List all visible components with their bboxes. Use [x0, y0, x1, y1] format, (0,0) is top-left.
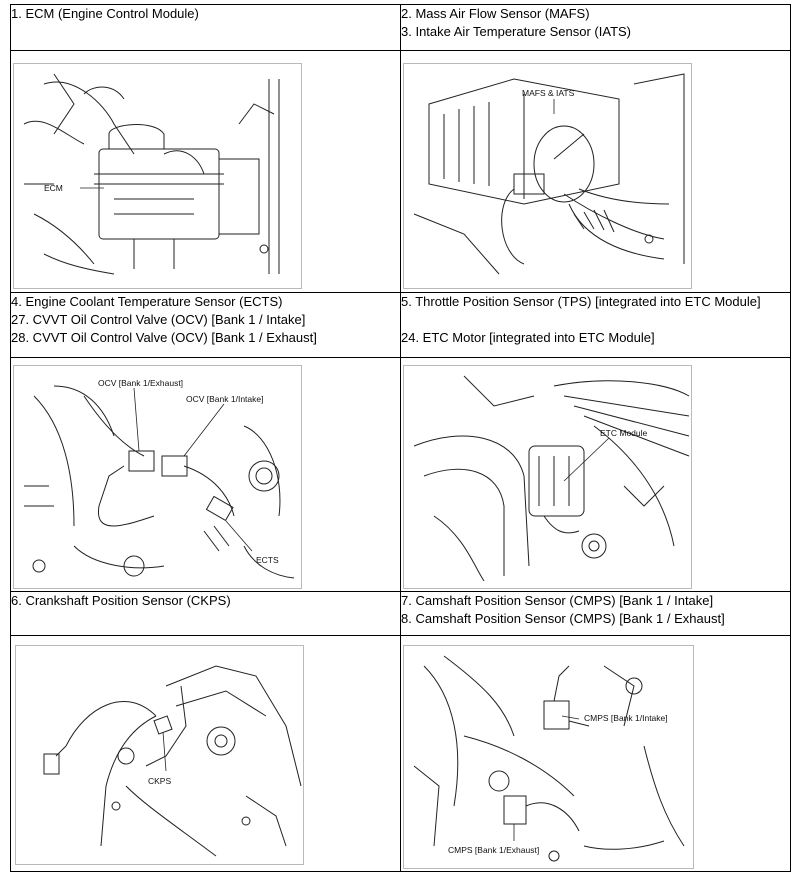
image-cell	[11, 358, 401, 592]
ocv-exhaust-callout: OCV [Bank 1/Exhaust]	[98, 378, 184, 388]
caption-mafs: 2. Mass Air Flow Sensor (MAFS)	[401, 6, 590, 21]
ckps-callout: CKPS	[148, 776, 172, 786]
caption-ocv-intake: 27. CVVT Oil Control Valve (OCV) [Bank 1 / Intake]	[11, 312, 306, 327]
ecm-figure	[13, 63, 302, 289]
ecm-callout: ECM	[44, 183, 63, 193]
image-cell	[401, 51, 791, 293]
caption-ocv-exhaust: 28. CVVT Oil Control Valve (OCV) [Bank 1 / Exhaust]	[11, 330, 317, 345]
ocv-ects-figure	[13, 365, 302, 589]
caption-cell	[11, 5, 401, 51]
etc-figure	[403, 365, 692, 589]
cmps-exhaust-callout: CMPS [Bank 1/Exhaust]	[448, 845, 540, 855]
component-table	[10, 4, 791, 872]
caption-cmps-exhaust: 8. Camshaft Position Sensor (CMPS) [Bank 1 / Exhaust]	[401, 611, 725, 626]
ckps-figure	[15, 645, 304, 865]
image-cell	[11, 51, 401, 293]
image-cell	[11, 636, 401, 872]
caption-cell	[11, 592, 401, 636]
caption-tps: 5. Throttle Position Sensor (TPS) [integrated into ETC Module]	[401, 294, 761, 309]
cmps-intake-callout: CMPS [Bank 1/Intake]	[584, 713, 668, 723]
caption-iats: 3. Intake Air Temperature Sensor (IATS)	[401, 24, 632, 39]
etc-callout: ETC Module	[600, 428, 648, 438]
ocv-intake-callout: OCV [Bank 1/Intake]	[186, 394, 264, 404]
table-row	[11, 293, 791, 358]
table-row	[11, 358, 791, 592]
caption-cell	[11, 293, 401, 358]
caption-ecm: 1. ECM (Engine Control Module)	[11, 6, 199, 21]
caption-cmps-intake: 7. Camshaft Position Sensor (CMPS) [Bank 1 / Intake]	[401, 593, 714, 608]
table-row	[11, 636, 791, 872]
cmps-figure	[403, 645, 694, 869]
caption-ckps: 6. Crankshaft Position Sensor (CKPS)	[11, 593, 231, 608]
mafs-figure	[403, 63, 692, 289]
caption-etc-motor: 24. ETC Motor [integrated into ETC Module]	[401, 330, 655, 345]
table-row	[11, 592, 791, 636]
ects-callout: ECTS	[256, 555, 279, 565]
mafs-callout: MAFS & IATS	[522, 88, 575, 98]
caption-cell	[401, 5, 791, 51]
caption-ects: 4. Engine Coolant Temperature Sensor (ECTS)	[11, 294, 283, 309]
caption-cell	[401, 293, 791, 358]
table-row	[11, 51, 791, 293]
image-cell	[401, 636, 791, 872]
table-row	[11, 5, 791, 51]
image-cell	[401, 358, 791, 592]
caption-cell	[401, 592, 791, 636]
